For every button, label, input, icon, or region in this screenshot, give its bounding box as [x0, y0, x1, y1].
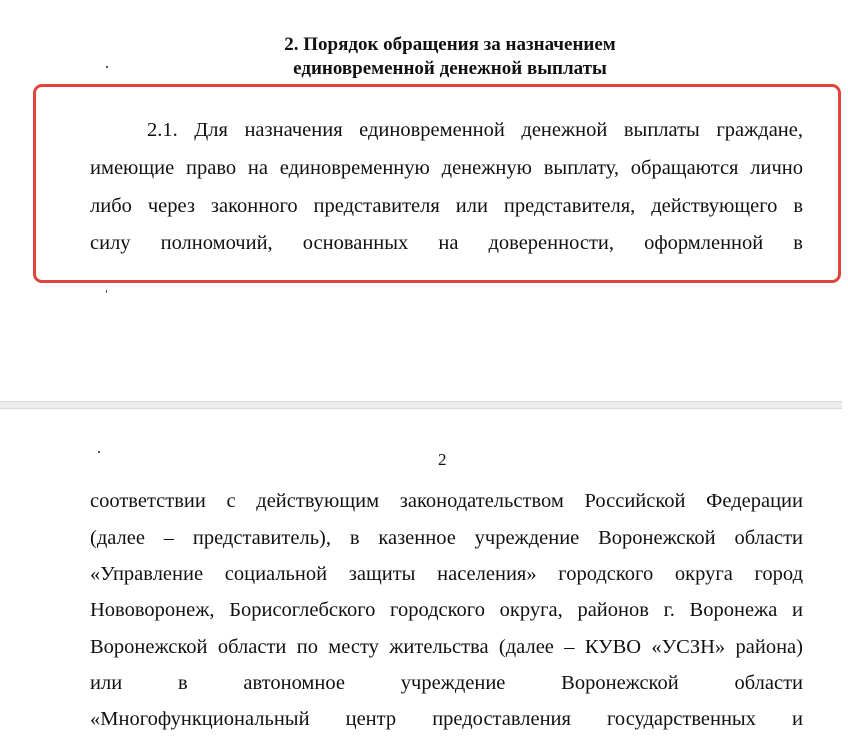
page-number: 2 — [438, 450, 447, 469]
paragraph-line: или в автономное учреждение Воронежской области — [90, 672, 803, 694]
paragraph-line: силу полномочий, основанных на доверенности, оформленной в — [90, 232, 803, 254]
page-break — [0, 401, 842, 409]
highlight-box — [33, 84, 841, 283]
scan-dot — [98, 451, 100, 453]
paragraph-line: (далее – представитель), в казенное учреждение Воронежской области — [90, 527, 803, 549]
paragraph-line: Нововоронеж, Борисоглебского городского округа, районов г. Воронежа и — [90, 599, 803, 621]
paragraph-line: соответствии с действующим законодательством Российской Федерации — [90, 490, 803, 512]
paragraph-line: «Управление социальной защиты населения» городского округа город — [90, 563, 803, 585]
paragraph-line: 2.1. Для назначения единовременной денежной выплаты граждане, — [147, 119, 803, 141]
paragraph-line: имеющие право на единовременную денежную выплату, обращаются лично — [90, 157, 803, 179]
paragraph-line: Воронежской области по месту жительства (далее – КУВО «УСЗН» района) — [90, 636, 803, 658]
paragraph-line: «Многофункциональный центр предоставления государственных и — [90, 708, 803, 730]
section-heading-line-2: единовременной денежной выплаты — [293, 58, 607, 79]
scan-dot — [106, 290, 107, 293]
paragraph-line: либо через законного представителя или представителя, действующего в — [90, 195, 803, 217]
section-heading-line-1: 2. Порядок обращения за назначением — [284, 34, 616, 55]
